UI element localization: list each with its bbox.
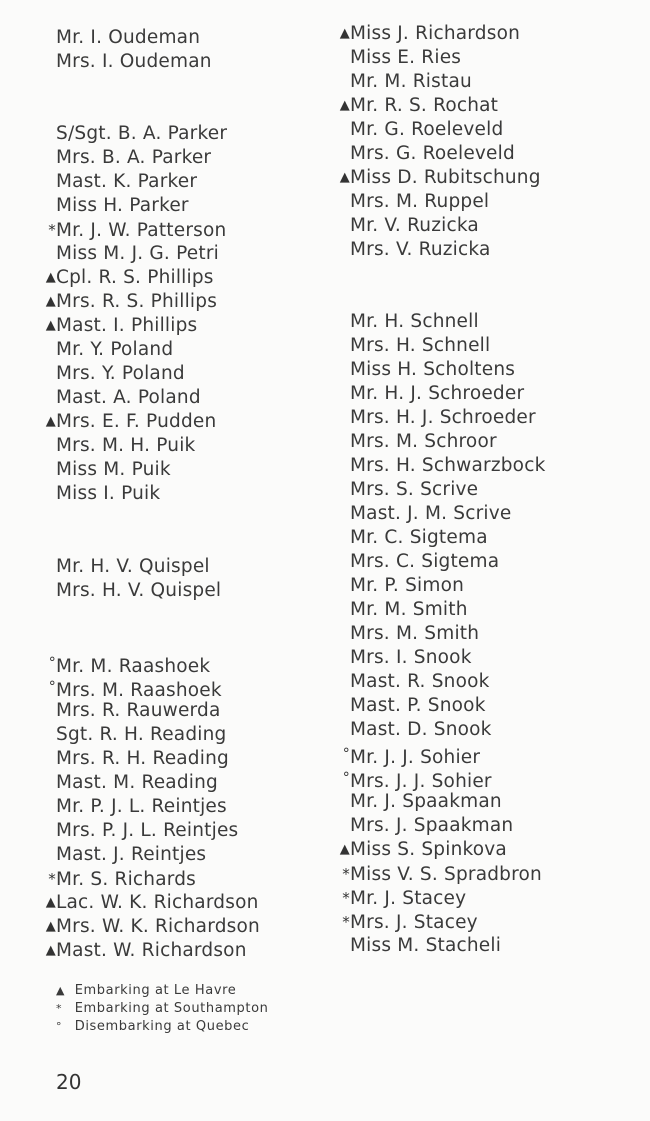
passenger-name: Mast. A. Poland xyxy=(56,387,201,408)
passenger-name: Mast. W. Richardson xyxy=(56,940,247,961)
passenger-name: Mrs. J. Spaakman xyxy=(350,815,514,836)
passenger-name: Mr. H. Schnell xyxy=(350,311,479,332)
passenger-name: Mr. J. W. Patterson xyxy=(56,220,227,241)
passenger-name: Mr. J. Spaakman xyxy=(350,791,502,812)
passenger-entry xyxy=(337,190,489,214)
passenger-name: Mrs. M. Ruppel xyxy=(350,191,490,212)
passenger-name: Mrs. J. J. Sohier xyxy=(350,771,492,792)
asterisk-icon: * xyxy=(48,870,56,888)
passenger-name: Mrs. P. J. L. Reintjes xyxy=(56,820,239,841)
passenger-name: Mr. I. Oudeman xyxy=(56,27,201,48)
passenger-entry xyxy=(337,214,479,238)
passenger-entry xyxy=(337,142,515,166)
passenger-entry xyxy=(43,771,218,795)
legend-row-southampton xyxy=(56,1000,269,1018)
passenger-name: Mrs. B. A. Parker xyxy=(56,147,212,168)
passenger-name: Mrs. Y. Poland xyxy=(56,363,185,384)
passenger-entry xyxy=(43,458,171,482)
passenger-entry xyxy=(43,579,221,603)
passenger-name: Cpl. R. S. Phillips xyxy=(56,267,214,288)
passenger-entry xyxy=(43,795,227,819)
passenger-entry xyxy=(337,550,499,574)
passenger-entry xyxy=(43,314,197,338)
passenger-name: Mast. D. Snook xyxy=(350,719,492,740)
passenger-entry xyxy=(337,622,479,646)
passenger-entry xyxy=(337,598,468,622)
passenger-entry xyxy=(43,555,210,579)
passenger-name: Mrs. H. Schwarzbock xyxy=(350,455,546,476)
passenger-name: Mrs. I. Snook xyxy=(350,647,472,668)
passenger-name: Mr. J. J. Sohier xyxy=(350,747,481,768)
passenger-name: Mast. R. Snook xyxy=(350,671,490,692)
passenger-name: Mr. S. Richards xyxy=(56,869,197,890)
passenger-entry xyxy=(43,915,260,939)
passenger-name: Mrs. M. H. Puik xyxy=(56,435,196,456)
passenger-name: Mr. P. J. L. Reintjes xyxy=(56,796,227,817)
legend-text: Embarking at Le Havre xyxy=(74,983,237,998)
passenger-name: Mrs. H. Schnell xyxy=(350,335,491,356)
passenger-name: Mrs. M. Schroor xyxy=(350,431,497,452)
passenger-entry xyxy=(337,574,464,598)
passenger-name: Mast. J. M. Scrive xyxy=(350,503,512,524)
passenger-name: Mast. K. Parker xyxy=(56,171,198,192)
passenger-name: Mrs. S. Scrive xyxy=(350,479,479,500)
passenger-name: Mrs. R. H. Reading xyxy=(56,748,229,769)
degree-icon: ° xyxy=(342,746,350,762)
passenger-entry xyxy=(337,334,490,358)
legend-row-le-havre xyxy=(56,982,269,1000)
passenger-entry xyxy=(43,218,226,242)
passenger-name: S/Sgt. B. A. Parker xyxy=(56,123,228,144)
passenger-name: Mrs. V. Ruzicka xyxy=(350,239,491,260)
degree-icon: ° xyxy=(48,655,56,671)
passenger-entry xyxy=(43,122,227,146)
passenger-entry xyxy=(337,382,524,406)
triangle-icon: ▲ xyxy=(339,98,350,113)
passenger-entry xyxy=(337,406,536,430)
passenger-name: Mr. C. Sigtema xyxy=(350,527,488,548)
passenger-entry xyxy=(43,146,211,170)
passenger-entry xyxy=(337,70,472,94)
passenger-name: Miss I. Puik xyxy=(56,483,161,504)
passenger-entry xyxy=(43,434,195,458)
passenger-entry xyxy=(43,290,217,314)
passenger-entry xyxy=(337,22,520,46)
passenger-entry xyxy=(43,699,221,723)
passenger-entry xyxy=(337,478,478,502)
passenger-entry xyxy=(43,362,185,386)
triangle-icon: ▲ xyxy=(45,414,56,429)
passenger-entry xyxy=(337,454,546,478)
degree-icon: ° xyxy=(48,679,56,695)
triangle-icon: ▲ xyxy=(45,895,56,910)
passenger-entry xyxy=(337,502,511,526)
passenger-name: Mrs. W. K. Richardson xyxy=(56,916,260,937)
passenger-name: Mr. Y. Poland xyxy=(56,339,174,360)
triangle-icon: ▲ xyxy=(339,842,350,857)
passenger-entry xyxy=(43,386,201,410)
passenger-name: Miss M. Stacheli xyxy=(350,935,502,956)
legend-text: Disembarking at Quebec xyxy=(74,1019,250,1034)
passenger-name: Miss M. J. G. Petri xyxy=(56,243,219,264)
passenger-entry xyxy=(337,310,479,334)
legend-row-quebec xyxy=(56,1018,269,1036)
passenger-name: Mrs. J. Stacey xyxy=(350,912,478,933)
passenger-name: Mr. V. Ruzicka xyxy=(350,215,479,236)
passenger-entry xyxy=(43,843,206,867)
passenger-entry xyxy=(43,170,197,194)
passenger-name: Mr. G. Roeleveld xyxy=(350,119,504,140)
passenger-name: Mr. H. V. Quispel xyxy=(56,556,210,577)
passenger-name: Miss D. Rubitschung xyxy=(350,167,541,188)
passenger-entry xyxy=(43,819,238,843)
passenger-name: Mrs. M. Smith xyxy=(350,623,480,644)
passenger-entry xyxy=(43,410,216,434)
passenger-entry xyxy=(43,242,219,266)
asterisk-icon: * xyxy=(342,865,350,883)
passenger-name: Miss H. Scholtens xyxy=(350,359,516,380)
passenger-name: Miss M. Puik xyxy=(56,459,171,480)
passenger-name: Mast. P. Snook xyxy=(350,695,486,716)
passenger-name: Miss S. Spinkova xyxy=(350,839,507,860)
passenger-entry xyxy=(43,675,222,699)
passenger-entry xyxy=(337,694,486,718)
passenger-entry xyxy=(337,838,507,862)
passenger-name: Mrs. R. Rauwerda xyxy=(56,700,221,721)
passenger-entry xyxy=(337,670,490,694)
passenger-name: Mr. M. Ristau xyxy=(350,71,472,92)
triangle-icon: ▲ xyxy=(45,919,56,934)
triangle-icon: ▲ xyxy=(56,984,66,997)
passenger-entry xyxy=(43,26,200,50)
passenger-name: Mrs. I. Oudeman xyxy=(56,51,212,72)
passenger-entry xyxy=(337,94,498,118)
passenger-name: Mrs. H. J. Schroeder xyxy=(350,407,536,428)
passenger-name: Mr. J. Stacey xyxy=(350,888,467,909)
passenger-entry xyxy=(337,646,472,670)
passenger-name: Mrs. G. Roeleveld xyxy=(350,143,515,164)
passenger-entry xyxy=(43,939,247,963)
passenger-entry xyxy=(337,166,541,190)
legend-text: Embarking at Southampton xyxy=(74,1001,269,1016)
triangle-icon: ▲ xyxy=(339,26,350,41)
triangle-icon: ▲ xyxy=(45,294,56,309)
passenger-entry xyxy=(337,766,492,790)
passenger-entry xyxy=(43,651,210,675)
passenger-entry xyxy=(43,266,214,290)
passenger-entry xyxy=(43,867,196,891)
passenger-name: Sgt. R. H. Reading xyxy=(56,724,227,745)
passenger-name: Mr. H. J. Schroeder xyxy=(350,383,525,404)
passenger-entry xyxy=(337,814,513,838)
passenger-entry xyxy=(337,790,502,814)
passenger-entry xyxy=(43,194,189,218)
passenger-entry xyxy=(337,718,492,742)
passenger-name: Mr. M. Raashoek xyxy=(56,656,211,677)
passenger-entry xyxy=(337,910,478,934)
triangle-icon: ▲ xyxy=(45,270,56,285)
passenger-name: Miss V. S. Spradbron xyxy=(350,864,542,885)
passenger-entry xyxy=(337,742,480,766)
passenger-name: Mr. P. Simon xyxy=(350,575,465,596)
passenger-name: Mrs. E. F. Pudden xyxy=(56,411,217,432)
passenger-name: Mrs. C. Sigtema xyxy=(350,551,500,572)
passenger-name: Miss J. Richardson xyxy=(350,23,521,44)
passenger-name: Mast. M. Reading xyxy=(56,772,218,793)
passenger-name: Mast. J. Reintjes xyxy=(56,844,207,865)
passenger-entry xyxy=(337,886,466,910)
passenger-entry xyxy=(43,338,173,362)
page-number: 20 xyxy=(56,1070,82,1094)
passenger-entry xyxy=(337,934,501,958)
passenger-entry xyxy=(337,862,542,886)
passenger-name: Mrs. M. Raashoek xyxy=(56,680,222,701)
passenger-name: Mrs. H. V. Quispel xyxy=(56,580,222,601)
passenger-entry xyxy=(337,358,515,382)
passenger-entry xyxy=(337,118,503,142)
passenger-entry xyxy=(43,50,212,74)
passenger-name: Mr. M. Smith xyxy=(350,599,468,620)
passenger-name: Mast. I. Phillips xyxy=(56,315,198,336)
passenger-entry xyxy=(337,46,461,70)
degree-icon: ° xyxy=(56,1020,63,1033)
passenger-entry xyxy=(43,482,160,506)
passenger-name: Lac. W. K. Richardson xyxy=(56,892,259,913)
passenger-name: Mr. R. S. Rochat xyxy=(350,95,499,116)
passenger-entry xyxy=(337,430,497,454)
passenger-name: Mrs. R. S. Phillips xyxy=(56,291,218,312)
passenger-name: Miss H. Parker xyxy=(56,195,189,216)
triangle-icon: ▲ xyxy=(339,170,350,185)
passenger-entry xyxy=(337,526,488,550)
asterisk-icon: * xyxy=(48,221,56,239)
legend xyxy=(56,982,269,1036)
triangle-icon: ▲ xyxy=(45,943,56,958)
passenger-entry xyxy=(43,891,259,915)
passenger-entry xyxy=(337,238,491,262)
passenger-entry xyxy=(43,747,229,771)
asterisk-icon: * xyxy=(56,1002,63,1015)
passenger-name: Miss E. Ries xyxy=(350,47,462,68)
asterisk-icon: * xyxy=(342,913,350,931)
triangle-icon: ▲ xyxy=(45,318,56,333)
asterisk-icon: * xyxy=(342,889,350,907)
passenger-entry xyxy=(43,723,227,747)
degree-icon: ° xyxy=(342,770,350,786)
